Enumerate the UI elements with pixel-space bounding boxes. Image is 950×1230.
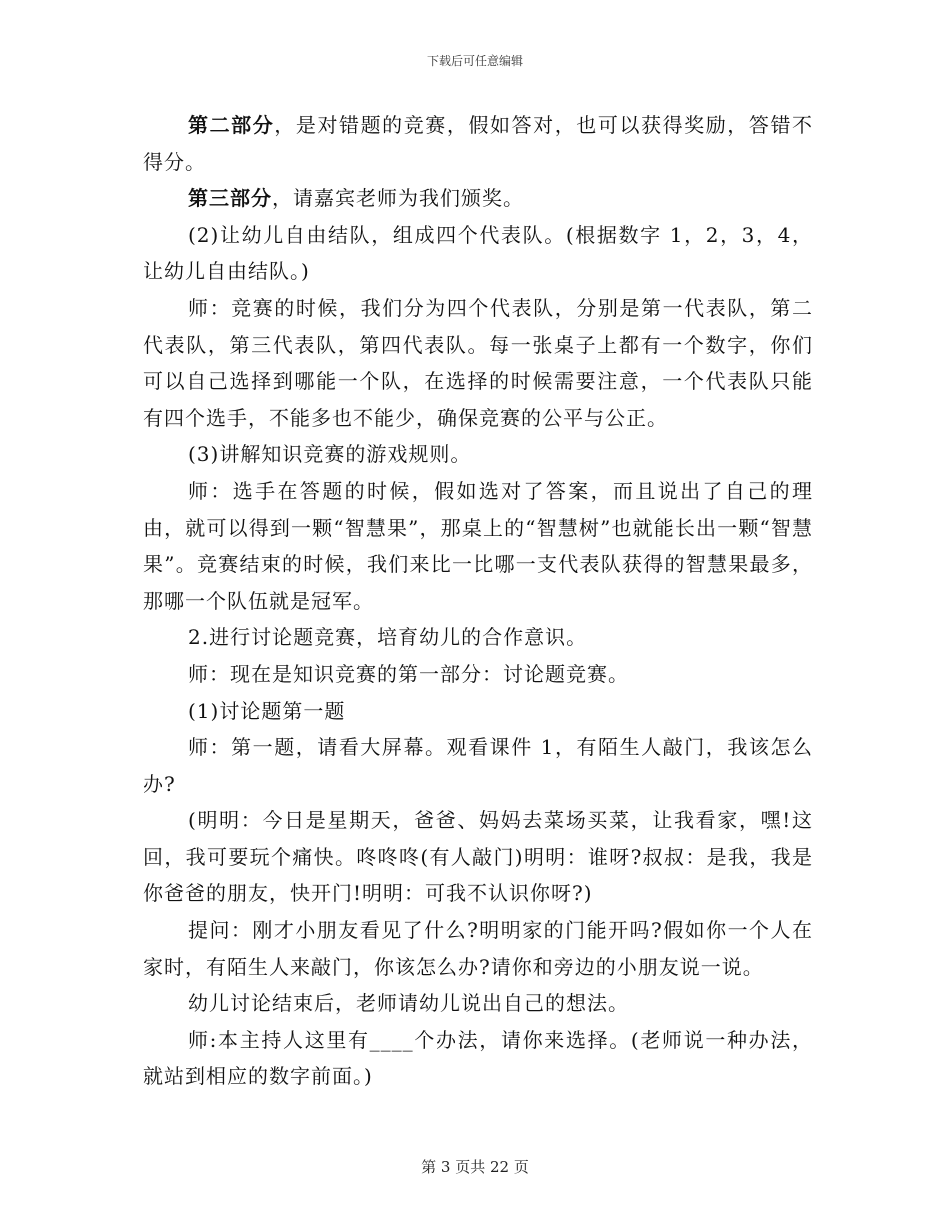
document-body: [143, 107, 813, 1095]
paragraph: 提问：刚才小朋友看见了什么?明明家的门能开吗?假如你一个人在家时，有陌生人来敲门，你该怎么办?请你和旁边的小朋友说一说。: [143, 918, 813, 979]
paragraph: 幼儿讨论结束后，老师请幼儿说出自己的想法。: [188, 991, 629, 1016]
paragraph: 师:本主持人这里有____个办法，请你来选择。(老师说一种办法，就站到相应的数字前面。): [143, 1027, 813, 1089]
page-header: 下载后可任意编辑: [426, 54, 523, 68]
page-footer: 第 3 页共 22 页: [421, 1158, 529, 1176]
paragraph: 师：第一题，请看大屏幕。观看课件 1，有陌生人敲门，我该怎么办?: [143, 735, 813, 796]
paragraph: (1)讨论题第一题: [188, 698, 346, 723]
paragraph: 师：竞赛的时候，我们分为四个代表队，分别是第一代表队，第二代表队，第三代表队，第四代表队。每一张桌子上都有一个数字，你们可以自己选择到哪能一个队，在选择的时候需要注意，一个代表队只能有四个选手，不能多也不能少，确保竞赛的公平与公正。: [143, 295, 813, 430]
paragraph: (明明：今日是星期天，爸爸、妈妈去菜场买菜，让我看家，嘿!这回，我可要玩个痛快。咚咚咚(有人敲门)明明：谁呀?叔叔：是我，我是你爸爸的朋友，快开门!明明：可我不认识你呀?): [143, 808, 813, 906]
paragraph-part-two: [143, 107, 813, 180]
paragraph: 2.进行讨论题竞赛，培育幼儿的合作意识。: [188, 625, 588, 650]
paragraph: (2)让幼儿自由结队，组成四个代表队。(根据数字 1，2，3，4，让幼儿自由结队。): [143, 222, 813, 284]
paragraph: (3)讲解知识竞赛的游戏规则。: [188, 442, 472, 467]
paragraph: 师：选手在答题的时候，假如选对了答案，而且说出了自己的理由，就可以得到一颗“智慧果”，那桌上的“智慧树”也就能长出一颗“智慧果”。竞赛结束的时候，我们来比一比哪一支代表队获得的智慧果最多，那哪一个队伍就是冠军。: [143, 478, 813, 613]
paragraph-text: ，是对错题的竞赛，假如答对，也可以获得奖励，答错不得分。: [143, 113, 814, 174]
paragraph: 师：现在是知识竞赛的第一部分：讨论题竞赛。: [188, 661, 629, 686]
bold-label: 第二部分: [188, 113, 275, 137]
bold-label: 第三部分: [188, 186, 272, 211]
paragraph-text: ，请嘉宾老师为我们颁奖。: [272, 186, 524, 211]
paragraph-part-three: [143, 180, 813, 217]
